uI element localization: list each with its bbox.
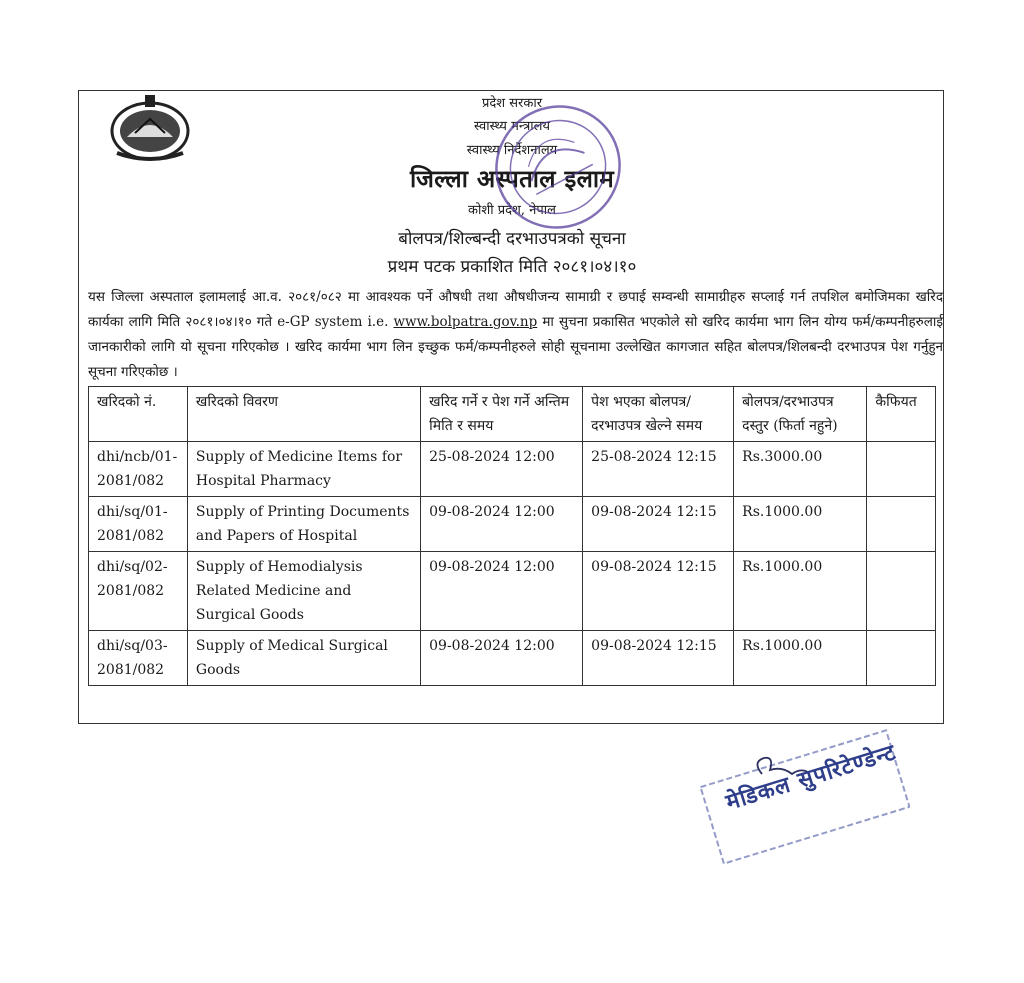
cell-fee: Rs.1000.00 xyxy=(734,497,867,552)
notice-body-part1: यस जिल्ला अस्पताल इलामलाई आ.व. २०८१/०८२ मा आवश्यक पर्ने औषधी तथा औषधीजन्य सामाग्री र छपाई सम्वन्धी सामाग्रीहरु सप्लाई गर्न तपशिल बमोजिमका खरिद कार्यका लागि मिति २०८१।०४।१० गते e-GP system i.e. xyxy=(88,289,943,330)
cell-fee: Rs.1000.00 xyxy=(734,552,867,631)
stamp-text: मेडिकल सुपरिटेण्डेन्ट xyxy=(723,740,900,816)
bolpatra-link[interactable]: www.bolpatra.gov.np xyxy=(393,314,538,330)
cell-description: Supply of Medical Surgical Goods xyxy=(187,631,420,686)
col-header-remarks: कैफियत xyxy=(867,387,936,442)
cell-opening: 25-08-2024 12:15 xyxy=(583,442,734,497)
tender-table xyxy=(88,386,936,686)
cell-number: dhi/sq/03-2081/082 xyxy=(89,631,188,686)
header-ministry: स्वास्थ्य मन्त्रालय xyxy=(473,119,551,134)
cell-remarks xyxy=(867,497,936,552)
cell-remarks xyxy=(867,552,936,631)
cell-remarks xyxy=(867,631,936,686)
cell-description: Supply of Medicine Items for Hospital Pharmacy xyxy=(187,442,420,497)
notice-body-part2: मा सुचना प्रकासित भएकोले सो खरिद कार्यमा भाग लिन योग्य फर्म/कम्पनीहरुलाई जानकारीको लागि यो सूचना गरिएकोछ । खरिद कार्यमा भाग लिन इच्छुक फर्म/कम्पनीहरुले सोही सूचनामा उल्लेखित कागजात सहित बोलपत्र/शिलबन्दी दरभाउपत्र पेश गर्नुहुन सूचना गरिएकोछ । xyxy=(88,314,943,380)
notice-body xyxy=(88,285,943,385)
table-header-row xyxy=(89,387,936,442)
office-title: जिल्ला अस्पताल इलाम xyxy=(409,164,615,193)
cell-opening: 09-08-2024 12:15 xyxy=(583,631,734,686)
cell-opening: 09-08-2024 12:15 xyxy=(583,552,734,631)
col-header-opening: पेश भएका बोलपत्र/ दरभाउपत्र खेल्ने समय xyxy=(583,387,734,442)
table-row xyxy=(89,552,936,631)
header-directorate: स्वास्थ्य निर्देशनालय xyxy=(466,143,558,158)
col-header-number: खरिदको नं. xyxy=(89,387,188,442)
cell-deadline: 09-08-2024 12:00 xyxy=(421,631,583,686)
cell-deadline: 25-08-2024 12:00 xyxy=(421,442,583,497)
cell-deadline: 09-08-2024 12:00 xyxy=(421,552,583,631)
cell-fee: Rs.3000.00 xyxy=(734,442,867,497)
cell-opening: 09-08-2024 12:15 xyxy=(583,497,734,552)
notice-title: बोलपत्र/शिल्बन्दी दरभाउपत्रको सूचना xyxy=(398,229,626,249)
header-province-govt: प्रदेश सरकार xyxy=(481,96,543,111)
cell-number: dhi/sq/02-2081/082 xyxy=(89,552,188,631)
publish-date: प्रथम पटक प्रकाशित मिति २०८१।०४।१० xyxy=(387,257,637,277)
table-row xyxy=(89,442,936,497)
table-row xyxy=(89,497,936,552)
cell-deadline: 09-08-2024 12:00 xyxy=(421,497,583,552)
table-row xyxy=(89,631,936,686)
col-header-description: खरिदको विवरण xyxy=(187,387,420,442)
office-address: कोशी प्रदेश, नेपाल xyxy=(468,203,556,218)
col-header-deadline: खरिद गर्ने र पेश गर्ने अन्तिम मिति र समय xyxy=(421,387,583,442)
cell-fee: Rs.1000.00 xyxy=(734,631,867,686)
cell-number: dhi/sq/01-2081/082 xyxy=(89,497,188,552)
cell-number: dhi/ncb/01-2081/082 xyxy=(89,442,188,497)
cell-description: Supply of Printing Documents and Papers of Hospital xyxy=(187,497,420,552)
cell-remarks xyxy=(867,442,936,497)
cell-description: Supply of Hemodialysis Related Medicine and Surgical Goods xyxy=(187,552,420,631)
col-header-fee: बोलपत्र/दरभाउपत्र दस्तुर (फिर्ता नहुने) xyxy=(734,387,867,442)
